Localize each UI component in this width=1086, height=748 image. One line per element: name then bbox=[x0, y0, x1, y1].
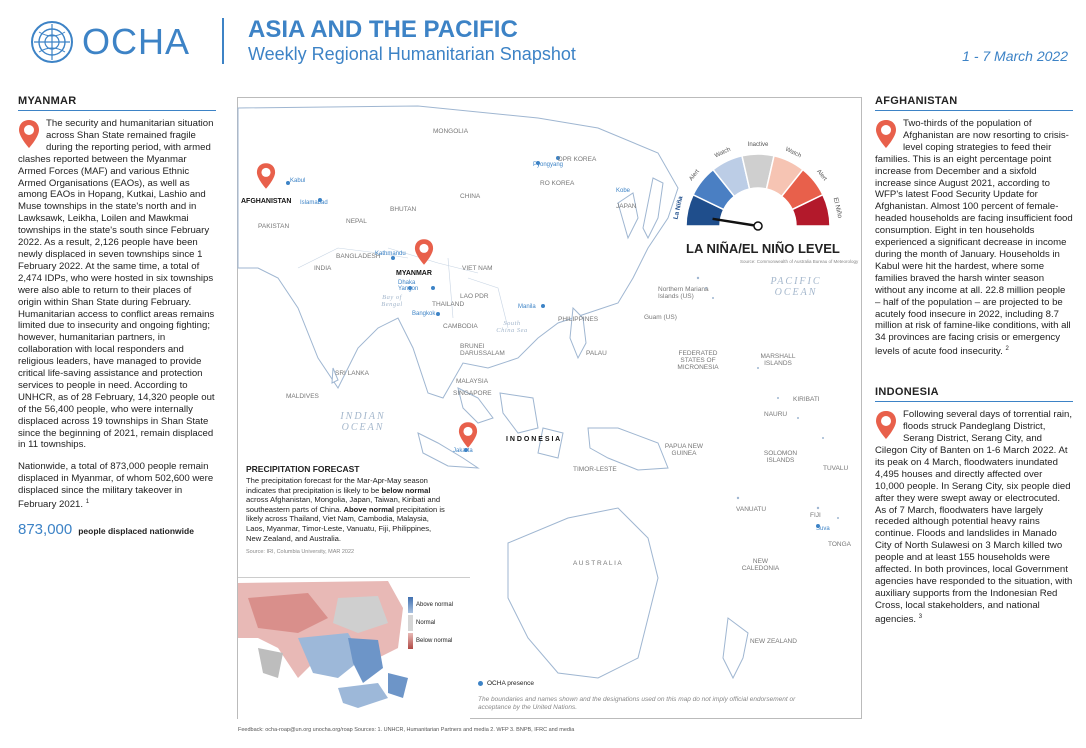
precip-text-3: precipitation is likely across Thailand, Viet Nam, Cambodia, Malaysia, Laos, Myanmar, Timor-Leste, Vanuatu, Fiji, Philippines, New Zealand, and Australia. bbox=[246, 504, 445, 543]
city-manila: Manila bbox=[518, 304, 536, 310]
label-brunei: BRUNEI DARUSSALAM bbox=[460, 343, 505, 357]
gauge-hub bbox=[754, 222, 762, 230]
precip-heading: PRECIPITATION FORECAST bbox=[246, 464, 360, 474]
city-kobe: Kobe bbox=[616, 188, 631, 194]
displaced-stat bbox=[18, 521, 216, 538]
indian-ocean-label: INDIAN OCEAN bbox=[340, 411, 386, 433]
precip-text-1: The precipitation forecast for the Mar-Apr-May season indicates that precipitation is likely to be bbox=[246, 476, 428, 495]
myanmar-paragraph-1-text: The security and humanitarian situation across Shan State remained fragile during the reporting period, with armed clashes reported between the Myanmar Armed Forces (MAF) and various Ethnic Armed Organisations (EAOs), as well as among EAOs in Hopang, Kutkai, Lashio and Muse townships in the state's north and in Lawksawk, Leikha, Loilen and Mawkmai townships in the state's south since February 2022. As a result, 2,126 people have been newly displaced in seven townships since 1 February 2022. At the same time, a total of 2,474 IDPs, who were hosted in six townships were also able to return to their places of origin within Shan State during February. Humanitarian access to conflict areas remains limited due to insecurity and ongoing fighting; however, humanitarian partners, in collaboration with local responders and religious leaders, have managed to provide critical life-saving assistance and protection services to people in need. According to UNHCR, as of 28 February, 14,320 people out of the 56,400 people, who were internally displaced across 19 townships in Shan State since the beginning of 2021, remain displaced in 11 townships. bbox=[18, 118, 215, 451]
label-nepal: NEPAL bbox=[346, 218, 367, 225]
label-tuvalu: TUVALU bbox=[823, 465, 849, 472]
label-cambodia: CAMBODIA bbox=[443, 323, 478, 330]
footnote-ref: 2 bbox=[1005, 346, 1009, 353]
indonesia-marker-icon bbox=[458, 421, 478, 449]
myanmar-paragraph-2 bbox=[18, 461, 216, 511]
precip-source: Source: IRI, Columbia University, MAR 2022 bbox=[246, 549, 355, 556]
label-myanmar: MYANMAR bbox=[396, 270, 432, 277]
precip-text bbox=[246, 476, 446, 543]
label-palau: PALAU bbox=[586, 350, 607, 357]
legend-normal bbox=[408, 614, 468, 632]
header-divider bbox=[222, 18, 224, 64]
legend-above-label: Above normal bbox=[416, 602, 454, 608]
page-subtitle: Weekly Regional Humanitarian Snapshot bbox=[248, 44, 576, 64]
footnote-ref: 1 bbox=[85, 499, 90, 506]
presence-dot-icon bbox=[478, 681, 483, 686]
bay-of-bengal-label: Bay of Bengal bbox=[381, 294, 403, 308]
pacific-ocean-label: PACIFIC OCEAN bbox=[770, 276, 822, 298]
label-papua-new-guinea: PAPUA NEW GUINEA bbox=[664, 443, 704, 457]
label-ro-korea: RO KOREA bbox=[540, 180, 575, 187]
legend-above-normal bbox=[408, 596, 468, 614]
un-emblem-icon bbox=[30, 20, 74, 64]
legend-below-swatch bbox=[408, 633, 413, 649]
myanmar-section bbox=[18, 95, 216, 538]
page-footer: Feedback: ocha-roap@un.org unocha.org/roap Sources: 1. UNHCR, Humanitarian Partners and media 2. WFP 3. BNPB, IFRC and media bbox=[238, 727, 575, 733]
label-tonga: TONGA bbox=[828, 541, 851, 548]
label-micronesia: FEDERATED STATES OF MICRONESIA bbox=[677, 350, 719, 371]
legend-below-normal bbox=[408, 632, 468, 650]
label-thailand: THAILAND bbox=[432, 301, 465, 308]
label-guam: Guam (US) bbox=[644, 314, 677, 321]
enso-gauge-dial bbox=[672, 126, 844, 241]
displaced-label: people displaced nationwide bbox=[78, 526, 194, 537]
precip-legend bbox=[408, 596, 468, 650]
date-range: 1 - 7 March 2022 bbox=[962, 48, 1068, 64]
legend-below-label: Below normal bbox=[416, 638, 453, 644]
label-pakistan: PAKISTAN bbox=[258, 223, 290, 230]
ocha-logo bbox=[30, 20, 190, 64]
indonesia-paragraph bbox=[875, 409, 1073, 626]
enso-gauge bbox=[672, 126, 859, 264]
precip-below-normal: below normal bbox=[381, 485, 431, 495]
logo-text: OCHA bbox=[82, 21, 191, 62]
label-indonesia: I N D O N E S I A bbox=[506, 436, 561, 443]
precip-above-normal: Above normal bbox=[343, 504, 395, 514]
city-kabul: Kabul bbox=[290, 178, 306, 184]
myanmar-paragraph-1 bbox=[18, 118, 216, 451]
label-nauru: NAURU bbox=[764, 411, 788, 418]
label-mongolia: MONGOLIA bbox=[433, 128, 469, 135]
gauge-segment-label: Watch bbox=[713, 146, 732, 160]
label-new-zealand: NEW ZEALAND bbox=[750, 638, 797, 645]
city-kathmandu: Kathmandu bbox=[375, 251, 406, 257]
label-dpr-korea: DPR KOREA bbox=[558, 156, 597, 163]
regional-map bbox=[237, 97, 862, 719]
label-solomon-islands: SOLOMON ISLANDS bbox=[763, 450, 798, 464]
label-china: CHINA bbox=[460, 193, 481, 200]
label-bangladesh: BANGLADESH bbox=[336, 253, 381, 260]
afghanistan-section bbox=[875, 95, 1073, 358]
label-sri-lanka: SRI LANKA bbox=[335, 370, 369, 377]
afghanistan-paragraph-text: Two-thirds of the population of Afghanistan are now resorting to crisis-level coping strategies to feed their families. This is an eight percentage point increase from December and a sixfold increase since August 2021, according to WFP's latest Food Security Update for Afghanistan. Almost 100 percent of female-headed households are facing insufficient food consumption. Eight in ten households experienced a significant decrease in income during the month of January. Households in Kabul were hit the hardest, where some families braved the harsh winter season without any income at all. 22.8 million people – half of the population – are projected to be acutely food insecure in 2022, including 8.7 million at risk of famine-like conditions, with all 34 provinces are facing crisis or emergency levels of acute food insecurity. bbox=[875, 118, 1073, 358]
city-jakarta: Jakarta bbox=[453, 448, 473, 454]
label-viet-nam: VIET NAM bbox=[462, 265, 493, 272]
gauge-segment-label: Alert bbox=[815, 168, 828, 183]
label-singapore: SINGAPORE bbox=[453, 390, 492, 397]
city-dhaka: Dhaka bbox=[398, 280, 416, 286]
map-disclaimer: The boundaries and names shown and the designations used on this map do not imply official endorsement or acceptance by the United Nations. bbox=[478, 696, 796, 711]
city-bangkok: Bangkok bbox=[412, 311, 436, 317]
afghanistan-marker-icon bbox=[256, 162, 276, 190]
south-china-sea-label: South China Sea bbox=[496, 320, 528, 334]
label-afghanistan: AFGHANISTAN bbox=[241, 198, 292, 205]
precip-text-2: across Afghanistan, Mongolia, Japan, Taiwan, Kiribati and southeastern parts of China. bbox=[246, 495, 441, 514]
right-column bbox=[875, 95, 1073, 626]
displaced-count: 873,000 bbox=[18, 521, 73, 539]
page-title: ASIA AND THE PACIFIC bbox=[248, 16, 518, 43]
afghanistan-heading: AFGHANISTAN bbox=[875, 95, 1073, 111]
city-suva: Suva bbox=[816, 526, 830, 532]
enso-gauge-source: Source: Commonwealth of Australia Bureau of Meteorology bbox=[740, 259, 859, 264]
indonesia-section bbox=[875, 386, 1073, 626]
footnote-ref: 3 bbox=[918, 613, 923, 620]
label-marshall-islands: MARSHALL ISLANDS bbox=[760, 353, 796, 367]
header bbox=[0, 0, 1086, 86]
gauge-segment-label: El Niño bbox=[831, 196, 844, 219]
myanmar-heading: MYANMAR bbox=[18, 95, 216, 111]
myanmar-paragraph-2-text: Nationwide, a total of 873,000 people remain displaced in Myanmar, of whom 502,600 were displaced since the military takeover in February 2021. bbox=[18, 461, 214, 511]
city-yangon: Yangon bbox=[398, 286, 419, 292]
precipitation-forecast bbox=[246, 464, 446, 555]
city-islamabad: Islamabad bbox=[300, 200, 328, 206]
label-australia: A U S T R A L I A bbox=[573, 560, 622, 567]
label-philippines: PHILIPPINES bbox=[558, 316, 599, 323]
label-india: INDIA bbox=[314, 265, 332, 272]
indonesia-heading: INDONESIA bbox=[875, 386, 1073, 402]
enso-gauge-title: LA NIÑA/EL NIÑO LEVEL bbox=[686, 241, 840, 256]
label-timor-leste: TIMOR-LESTE bbox=[573, 466, 617, 473]
label-new-caledonia: NEW CALEDONIA bbox=[741, 558, 780, 572]
label-malaysia: MALAYSIA bbox=[456, 378, 489, 385]
afghanistan-paragraph bbox=[875, 118, 1073, 358]
label-fiji: FIJI bbox=[810, 512, 821, 519]
label-japan: JAPAN bbox=[616, 203, 637, 210]
ocha-presence-legend bbox=[478, 680, 534, 687]
flood-marker-icon bbox=[875, 410, 897, 440]
gauge-segment-label: La Niña bbox=[672, 195, 685, 221]
presence-label: OCHA presence bbox=[487, 680, 534, 687]
myanmar-marker-icon bbox=[414, 238, 434, 266]
label-lao-pdr: LAO PDR bbox=[460, 293, 489, 300]
food-security-marker-icon bbox=[875, 119, 897, 149]
legend-normal-swatch bbox=[408, 615, 413, 631]
gauge-segment-label: Alert bbox=[688, 168, 701, 183]
label-northern-mariana: Northern Mariana Islands (US) bbox=[658, 286, 709, 300]
city-pyongyang: Pyongyang bbox=[533, 162, 564, 168]
indonesia-paragraph-text: Following several days of torrential rain, floods struck Pandeglang District, Serang District, Serang City, and Cilegon City of Banten on 1-6 March 2022. At its peak on 4 March, floodwaters inundated 4,495 houses and directly affected over 10,000 people. In Serang City, six people died after they were swept away or electrocuted. As of 7 March, floodwaters have largely receded although potential heavy rains continue. Floods and landslides in Manado City of North Sulawesi on 3 March killed two people and at least 155 households were affected. In both provinces, local Government agencies have responded to the situation, with auxiliary supports from the Indonesian Red Cross, local stakeholders, and national agencies. bbox=[875, 409, 1073, 625]
precipitation-inset-map bbox=[238, 577, 470, 719]
label-maldives: MALDIVES bbox=[286, 393, 319, 400]
gauge-segment-label: Inactive bbox=[747, 142, 769, 148]
conflict-marker-icon bbox=[18, 119, 40, 149]
label-kiribati: KIRIBATI bbox=[793, 396, 820, 403]
gauge-segment-label: Watch bbox=[784, 146, 803, 160]
label-vanuatu: VANUATU bbox=[736, 506, 767, 513]
label-bhutan: BHUTAN bbox=[390, 206, 417, 213]
legend-normal-label: Normal bbox=[416, 620, 436, 626]
legend-above-swatch bbox=[408, 597, 413, 613]
